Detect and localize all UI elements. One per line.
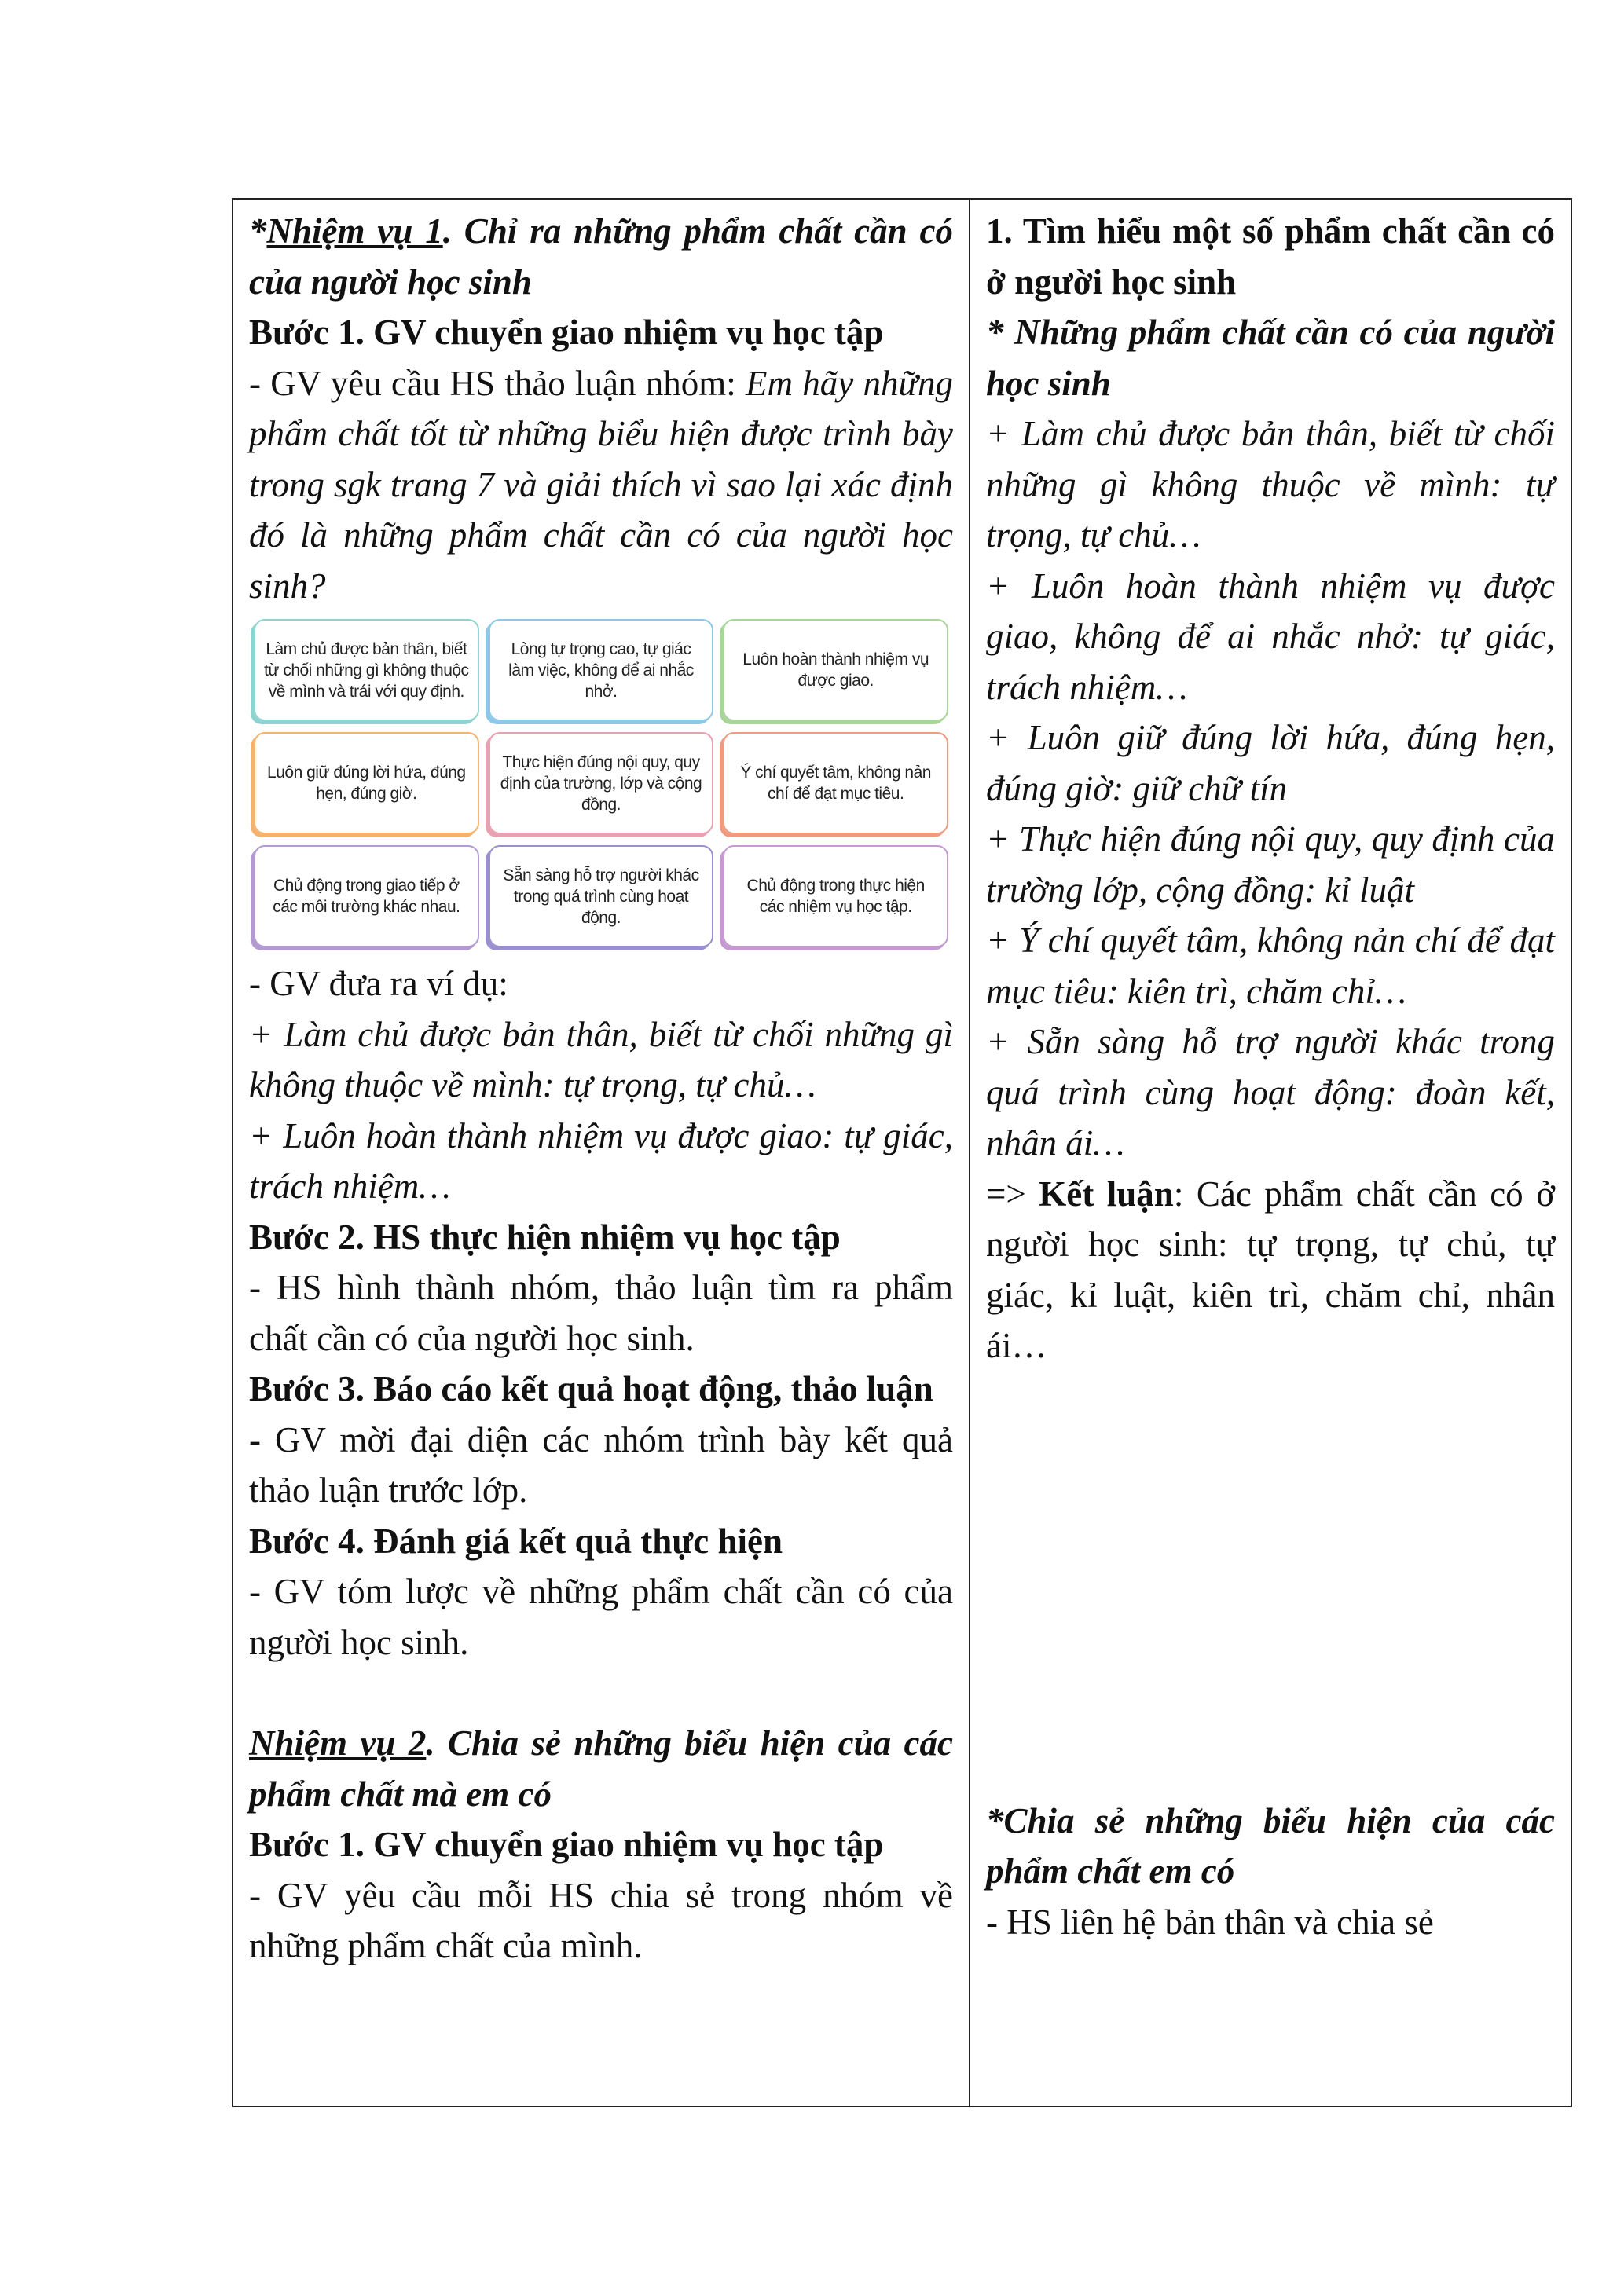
conclusion-label: Kết luận	[1039, 1174, 1174, 1214]
task2-step1-heading: Bước 1. GV chuyển giao nhiệm vụ học tập	[249, 1825, 884, 1864]
step1-heading: Bước 1. GV chuyển giao nhiệm vụ học tập	[249, 313, 884, 352]
step1-text	[249, 358, 953, 612]
example-intro: - GV đưa ra ví dụ:	[249, 964, 508, 1003]
quality-card: Luôn giữ đúng lời hứa, đúng hẹn, đúng giờ.	[254, 732, 479, 834]
step2-text: - HS hình thành nhóm, thảo luận tìm ra phẩm chất cần có của người học sinh.	[249, 1268, 953, 1358]
share-text: - HS liên hệ bản thân và chia sẻ	[986, 1902, 1434, 1942]
quality-card: Lòng tự trọng cao, tự giác làm việc, không để ai nhắc nhở.	[489, 619, 714, 721]
example-1: + Làm chủ được bản thân, biết từ chối những gì không thuộc về mình: tự trọng, tự chủ…	[249, 1014, 953, 1104]
qualities-heading: * Những phẩm chất cần có của người học sinh	[986, 313, 1555, 403]
quality-card: Chủ động trong thực hiện các nhiệm vụ học tập.	[723, 845, 948, 947]
quality-item: + Làm chủ được bản thân, biết từ chối những gì không thuộc về mình: tự trọng, tự chủ…	[986, 414, 1555, 555]
quality-card: Ý chí quyết tâm, không nản chí để đạt mục tiêu.	[723, 732, 948, 834]
quality-card: Sẵn sàng hỗ trợ người khác trong quá trình cùng hoạt động.	[489, 845, 714, 947]
arrow: =>	[986, 1174, 1039, 1214]
task1-label: Nhiệm vụ 1	[266, 211, 443, 251]
quality-card: Làm chủ được bản thân, biết từ chối những gì không thuộc về mình và trái với quy định.	[254, 619, 479, 721]
activities-column	[233, 200, 970, 2106]
step1-lead: - GV yêu cầu HS thảo luận nhóm:	[249, 363, 746, 403]
quality-item: + Thực hiện đúng nội quy, quy định của trường lớp, cộng đồng: kỉ luật	[986, 819, 1555, 910]
quality-card: Luôn hoàn thành nhiệm vụ được giao.	[723, 619, 948, 721]
quality-item: + Luôn hoàn thành nhiệm vụ được giao, không để ai nhắc nhở: tự giác, trách nhiệm…	[986, 566, 1555, 707]
task1-title	[249, 206, 953, 307]
step1-question: Em hãy những phẩm chất tốt từ những biểu hiện được trình bày trong sgk trang 7 và giải thích vì sao lại xác định đó là những phẩm chất cần có của người học sinh?	[249, 363, 953, 606]
step2-heading: Bước 2. HS thực hiện nhiệm vụ học tập	[249, 1217, 841, 1257]
quality-item: + Sẵn sàng hỗ trợ người khác trong quá trình cùng hoạt động: đoàn kết, nhân ái…	[986, 1022, 1555, 1163]
task1-text: . Chỉ ra những phẩm chất cần có của người học sinh	[249, 211, 953, 302]
task2-step1-text: - GV yêu cầu mỗi HS chia sẻ trong nhóm về những phẩm chất của mình.	[249, 1875, 953, 1965]
content-column	[970, 200, 1571, 2106]
lesson-table	[232, 198, 1572, 2107]
example-2: + Luôn hoàn thành nhiệm vụ được giao: tự giác, trách nhiệm…	[249, 1115, 953, 1206]
quality-item: + Luôn giữ đúng lời hứa, đúng hẹn, đúng giờ: giữ chữ tín	[986, 718, 1555, 808]
task2-text: . Chia sẻ những biểu hiện của các phẩm chất mà em có	[249, 1723, 953, 1814]
step3-text: - GV mời đại diện các nhóm trình bày kết quả thảo luận trước lớp.	[249, 1419, 953, 1510]
step4-heading: Bước 4. Đánh giá kết quả thực hiện	[249, 1521, 783, 1561]
share-heading: *Chia sẻ những biểu hiện của các phẩm chất em có	[986, 1800, 1555, 1891]
asterisk: *	[249, 211, 267, 251]
quality-card: Chủ động trong giao tiếp ở các môi trường khác nhau.	[254, 845, 479, 947]
step3-heading: Bước 3. Báo cáo kết quả hoạt động, thảo luận	[249, 1369, 933, 1408]
conclusion-text: : Các phẩm chất cần có ở người học sinh: tự trọng, tự chủ, tự giác, kỉ luật, kiên trì, chăm chỉ, nhân ái…	[986, 1174, 1555, 1365]
task2-label: Nhiệm vụ 2	[249, 1723, 427, 1763]
task2-title	[249, 1718, 953, 1819]
qualities-image	[254, 619, 948, 947]
quality-card: Thực hiện đúng nội quy, quy định của trường, lớp và cộng đồng.	[489, 732, 714, 834]
section1-heading: 1. Tìm hiểu một số phẩm chất cần có ở người học sinh	[986, 211, 1555, 302]
step4-text: - GV tóm lược về những phẩm chất cần có của người học sinh.	[249, 1572, 953, 1662]
conclusion	[986, 1169, 1555, 1371]
quality-item: + Ý chí quyết tâm, không nản chí để đạt mục tiêu: kiên trì, chăm chỉ…	[986, 921, 1555, 1011]
